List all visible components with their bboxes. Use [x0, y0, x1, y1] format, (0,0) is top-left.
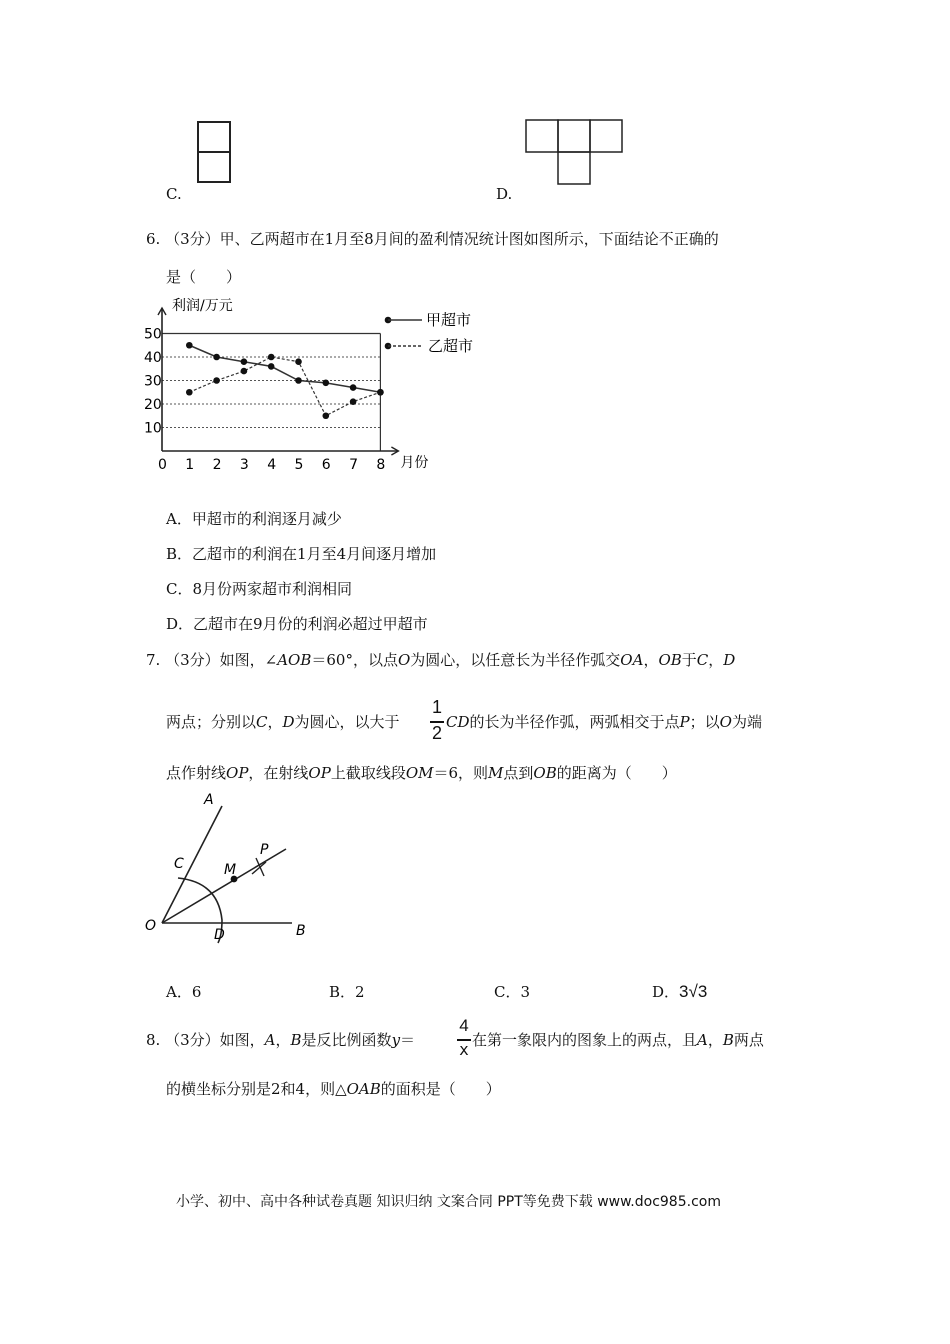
- label-m: M: [224, 862, 237, 878]
- x-tick-label: 1: [185, 457, 195, 473]
- option-text: 3√3: [679, 982, 708, 1001]
- math-var: B: [722, 1031, 734, 1049]
- text: 点作射线: [166, 764, 227, 782]
- q5-option-c-figure: [196, 120, 234, 186]
- q6-profit-chart: [140, 290, 500, 480]
- q7-option-c: [494, 982, 530, 1002]
- q8-fraction-denominator: x: [459, 1040, 469, 1059]
- text: 的长为半径作弧，两弧相交于点: [469, 713, 680, 731]
- data-point-series2: [377, 389, 384, 396]
- label-o: O: [145, 918, 157, 934]
- q7-stem-line2-left: [166, 712, 400, 732]
- math-var: O: [397, 651, 411, 669]
- q8-stem-line1-right: [472, 1030, 764, 1050]
- text: ＝6，则: [433, 764, 489, 782]
- math-var: y: [391, 1031, 401, 1049]
- data-point-series1: [295, 377, 302, 384]
- text: 如图，: [219, 1031, 265, 1049]
- data-point-series2: [350, 398, 357, 405]
- text: 于: [681, 651, 697, 669]
- q6-option-c: [166, 579, 352, 599]
- option-label: C．: [166, 580, 193, 598]
- q6-option-a: [166, 509, 342, 529]
- data-point-series1: [323, 380, 330, 387]
- text: ，: [708, 651, 724, 669]
- option-label: C．: [494, 983, 521, 1001]
- label-a: A: [204, 792, 214, 808]
- text: ，: [267, 713, 283, 731]
- text: 的横坐标分别是2和4，则△: [166, 1080, 347, 1098]
- text: ，在射线: [248, 764, 309, 782]
- q6-option-d: [166, 614, 428, 634]
- q8-score: （3分）: [165, 1031, 220, 1049]
- option-text: 6: [191, 983, 202, 1001]
- y-tick-label: 40: [144, 350, 162, 366]
- q8-fraction-numerator: 4: [459, 1016, 469, 1035]
- q6-score: （3分）: [165, 230, 220, 248]
- q7-option-a: [166, 982, 201, 1002]
- q6-stem-line1: [146, 229, 719, 249]
- math-var: D: [723, 651, 736, 669]
- data-point-series2: [213, 377, 220, 384]
- q6-stem-line2: 是（ ）: [166, 268, 242, 286]
- q7-score: （3分）: [165, 651, 220, 669]
- text: 为端: [731, 713, 762, 731]
- option-label: B．: [329, 983, 356, 1001]
- q6-stem-text: 甲、乙两超市在1月至8月间的盈利情况统计图如图所示，下面结论不正确的: [219, 230, 719, 248]
- x-tick-label: 0: [158, 457, 167, 473]
- data-point-series2: [241, 368, 248, 375]
- q8-stem-line1-left: [146, 1030, 415, 1050]
- q7-option-d: [652, 982, 707, 1002]
- option-label: D．: [652, 983, 680, 1001]
- math-var: C: [256, 713, 268, 731]
- x-tick-label: 4: [267, 457, 277, 473]
- data-point-series2: [323, 412, 330, 419]
- data-point-series1: [268, 363, 275, 370]
- text: 如图，∠: [219, 651, 278, 669]
- x-tick-label: 2: [212, 457, 222, 473]
- math-var: OAB: [346, 1080, 381, 1098]
- x-tick-label: 6: [321, 457, 331, 473]
- text: 为圆心，以任意长为半径作弧交: [410, 651, 621, 669]
- text: 两点: [733, 1031, 764, 1049]
- q8-number: 8.: [146, 1031, 161, 1049]
- label-b: B: [296, 923, 306, 939]
- y-tick-label: 50: [144, 326, 162, 343]
- math-var: OB: [658, 651, 682, 669]
- math-var: AOB: [277, 651, 312, 669]
- math-var: OP: [308, 764, 331, 782]
- text: 点到: [503, 764, 534, 782]
- text: 两点；分别以: [166, 713, 257, 731]
- option-label: D．: [166, 615, 194, 633]
- option-text: 3: [520, 983, 531, 1001]
- data-point-series1: [186, 342, 193, 349]
- text: 是反比例函数: [301, 1031, 392, 1049]
- math-var: P: [679, 713, 690, 731]
- x-tick-label: 3: [239, 457, 249, 473]
- data-point-series1: [241, 358, 248, 365]
- math-var: CD: [446, 713, 470, 731]
- text: ＝: [400, 1031, 416, 1049]
- x-tick-label: 5: [294, 457, 304, 473]
- label-c: C: [174, 856, 184, 872]
- q7-fraction-numerator: 1: [431, 697, 442, 717]
- y-tick-label: 20: [144, 397, 162, 413]
- text: ；以: [689, 713, 720, 731]
- text: 在第一象限内的图象上的两点，且: [472, 1031, 698, 1049]
- math-var: M: [488, 764, 504, 782]
- option-label: A．: [166, 983, 192, 1001]
- text: 上截取线段: [330, 764, 406, 782]
- legend-label: 乙超市: [428, 337, 474, 355]
- math-var: OP: [226, 764, 249, 782]
- q8-stem-line2: [166, 1079, 501, 1099]
- q7-option-b: [329, 982, 365, 1002]
- text: ，: [707, 1031, 723, 1049]
- text: 为圆心，以大于: [294, 713, 400, 731]
- option-label: B．: [166, 545, 193, 563]
- label-p: P: [260, 842, 269, 858]
- text: ＝60°，以点: [311, 651, 398, 669]
- label-d: D: [214, 927, 225, 943]
- math-var: C: [696, 651, 709, 669]
- option-label: A．: [166, 510, 192, 528]
- text: 的距离为（ ）: [556, 764, 677, 782]
- text: 的面积是（ ）: [380, 1080, 501, 1098]
- math-var: B: [290, 1031, 302, 1049]
- q7-number: 7.: [146, 651, 161, 669]
- q7-stem-line3: [166, 763, 677, 783]
- option-text: 8月份两家超市利润相同: [192, 580, 353, 598]
- data-point-series2: [295, 358, 302, 365]
- math-var: A: [264, 1031, 276, 1049]
- data-point-series1: [350, 384, 357, 391]
- x-tick-label: 8: [376, 457, 386, 473]
- math-var: OB: [533, 764, 557, 782]
- q5-option-d-label: D.: [496, 185, 513, 203]
- data-point-series1: [213, 354, 220, 361]
- q6-option-b: [166, 544, 436, 564]
- q7-stem-line2-right: [446, 712, 762, 732]
- math-var: O: [719, 713, 732, 731]
- text: ，: [275, 1031, 291, 1049]
- math-var: A: [697, 1031, 708, 1049]
- math-var: OM: [405, 764, 434, 782]
- option-text: 2: [355, 983, 365, 1001]
- data-point-series2: [186, 389, 193, 396]
- text: ，: [643, 651, 659, 669]
- y-tick-label: 10: [144, 420, 162, 437]
- footer-ad-text: 小学、初中、高中各种试卷真题 知识归纳 文案合同 PPT等免费下载 www.doc985.com: [176, 1194, 721, 1210]
- q5-option-c-label: C.: [166, 185, 182, 203]
- y-axis-title: 利润/万元: [172, 298, 233, 314]
- option-text: 甲超市的利润逐月减少: [191, 510, 342, 528]
- y-tick-label: 30: [144, 373, 162, 390]
- q5-option-d-figure: [524, 118, 624, 186]
- q7-fraction-denominator: 2: [431, 723, 442, 743]
- data-point-series2: [268, 354, 275, 361]
- legend-label: 甲超市: [426, 311, 472, 329]
- option-text: 乙超市的利润在1月至4月间逐月增加: [192, 545, 437, 563]
- x-tick-label: 7: [349, 457, 359, 473]
- q7-angle-figure: [140, 790, 330, 950]
- q6-number: 6.: [146, 230, 161, 248]
- q7-stem-line1: [146, 650, 735, 670]
- math-var: D: [282, 713, 295, 731]
- option-text: 乙超市在9月份的利润必超过甲超市: [193, 615, 428, 633]
- math-var: OA: [620, 651, 644, 669]
- x-axis-title: 月份: [400, 455, 429, 471]
